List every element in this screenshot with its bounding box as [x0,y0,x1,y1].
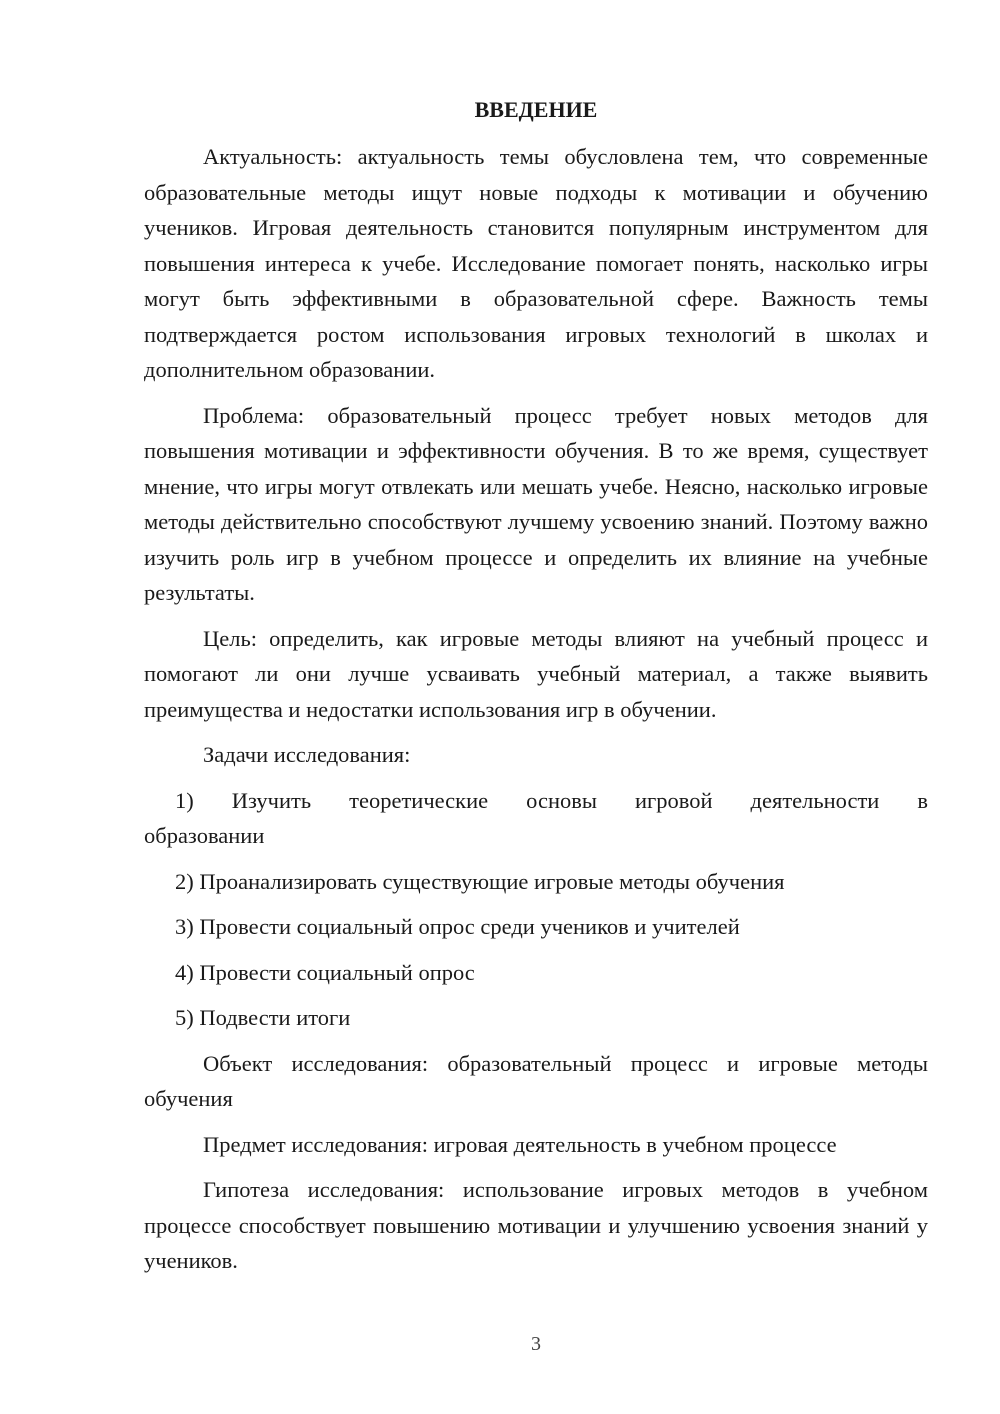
relevance-paragraph: Актуальность: актуальность темы обусловлена тем, что современные образовательные методы ищут новые подходы к мотивации и обучению учеников. Игровая деятельность становится популярным инструментом для повышения интереса к учебе. Исследование помогает понять, насколько игры могут быть эффективными в образовательной сфере. Важность темы подтверждается ростом использования игровых технологий в школах и дополнительном образовании. [144,144,928,382]
task-item-1 [144,783,928,854]
tasks-heading: Задачи исследования: [203,742,411,767]
page-number: 3 [531,1333,541,1355]
document-body [144,92,928,1289]
task-item-2: 2) Проанализировать существующие игровые методы обучения [175,868,785,894]
task-item-1-continuation: образовании [144,823,265,848]
problem-paragraph: Проблема: образовательный процесс требует новых методов для повышения мотивации и эффективности обучения. В то же время, существует мнение, что игры могут отвлекать или мешать учебе. Неясно, насколько игровые методы действительно способствуют лучшему усвоению знаний. Поэтому важно изучить роль игр в учебном процессе и определить их влияние на учебные результаты. [144,402,928,605]
object-paragraph: Объект исследования: образовательный процесс и игровые методы обучения [144,1050,928,1111]
task-item-4: 4) Провести социальный опрос [175,959,475,985]
section-title: ВВЕДЕНИЕ [474,97,598,122]
task-item-1-line: 1) Изучить теоретические основы игровой деятельности в [175,787,928,813]
goal-paragraph: Цель: определить, как игровые методы влияют на учебный процесс и помогают ли они лучше усваивать учебный материал, а также выявить преимущества и недостатки использования игр в обучении. [144,625,928,722]
subject-paragraph: Предмет исследования: игровая деятельность в учебном процессе [203,1131,837,1157]
task-item-3: 3) Провести социальный опрос среди учеников и учителей [175,914,740,939]
hypothesis-paragraph: Гипотеза исследования: использование игровых методов в учебном процессе способствует повышению мотивации и улучшению усвоения знаний у учеников. [144,1177,928,1273]
task-item-5: 5) Подвести итоги [175,1005,351,1030]
